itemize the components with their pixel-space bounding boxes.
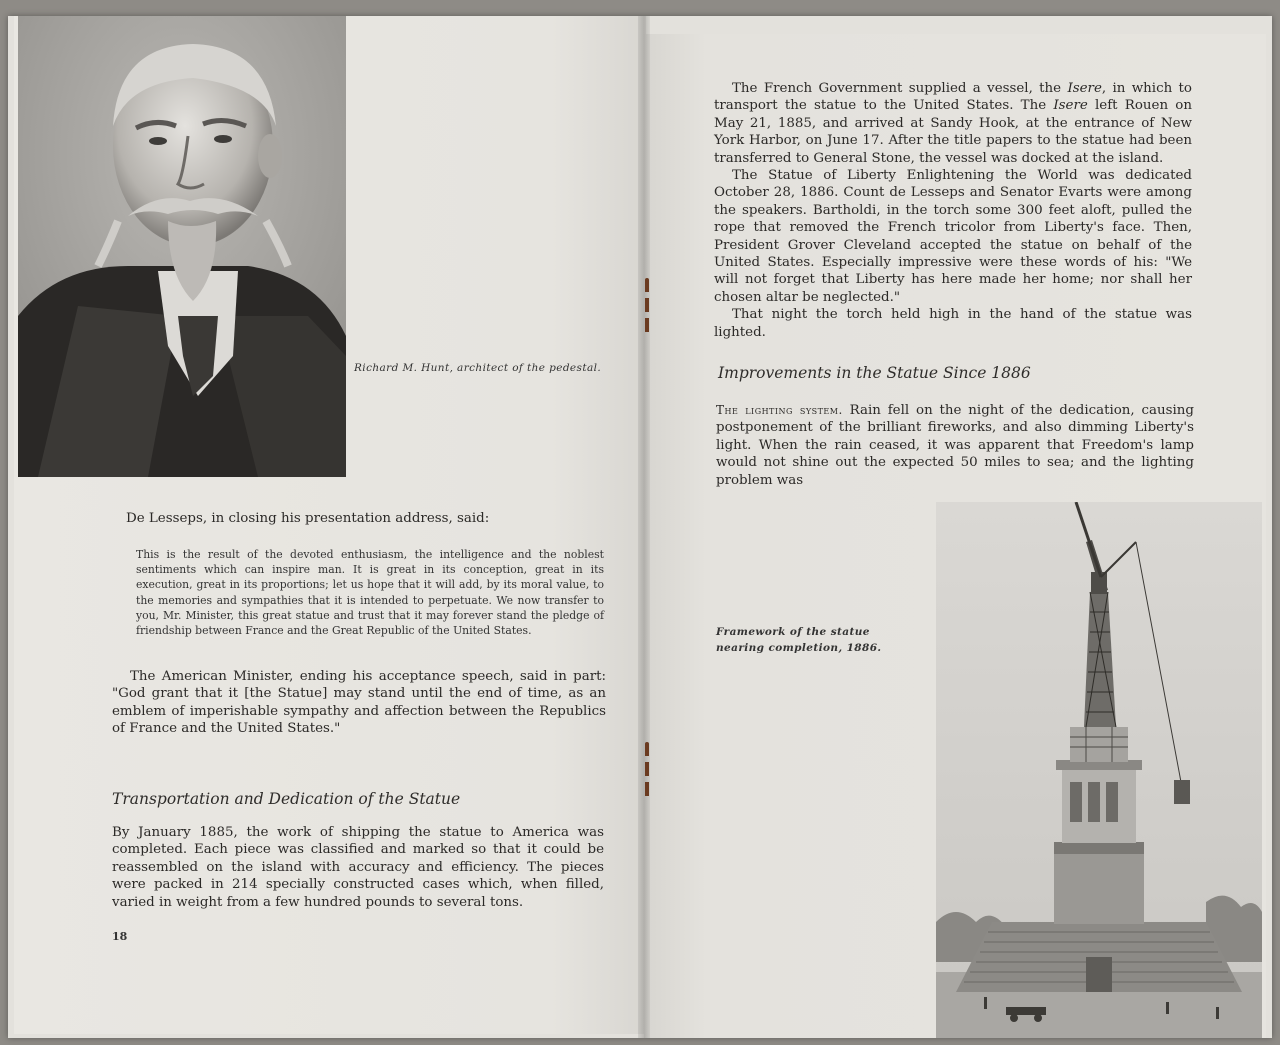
lighting-paragraph: [716, 402, 1194, 489]
lighting-body: Rain fell on the night of the dedication, causing postponement of the brilliant fireworks, and also dimming Liberty's light. When the rain ceased, it was apparent that Freedom's lamp would not shine out the expected 50 miles to sea; and the lighting problem was: [716, 403, 1194, 488]
minister-text: The American Minister, ending his acceptance speech, said in part: "God grant that it [the Statue] may stand until the end of time, as an emblem of imperishable sympathy and affection between the Republics of France and the United States.": [112, 669, 606, 737]
intro-text: De Lesseps, in closing his presentation address, said:: [126, 511, 490, 526]
transportation-text: By January 1885, the work of shipping the statue to America was completed. Each piece was classified and marked so that it could be reassembled on the island with accuracy and efficiency. The pieces were packed in 214 specially constructed cases which, when filled, varied in weight from a few hundred pounds to several tons.: [112, 825, 604, 910]
open-booklet: [8, 16, 1272, 1038]
shipping-text-c: left Rouen on May 21, 1885, and arrived at Sandy Hook, at the entrance of New York Harbor, on June 17. After the title papers to the statue had been transferred to General Stone, the vessel was docked at the island.: [714, 98, 1192, 166]
shipping-text: [714, 80, 1192, 167]
book-gutter: [638, 16, 650, 1038]
page-number: 18: [112, 930, 128, 943]
intro-line: [126, 510, 606, 527]
ship-name-repeat: Isere: [1053, 98, 1088, 114]
staple-top: [645, 278, 649, 338]
shipping-paragraph: [714, 80, 1192, 341]
improvements-heading: Improvements in the Statue Since 1886: [718, 364, 1031, 382]
shipping-text-b: , in which to transport the statue to the United States. The: [714, 81, 1192, 114]
de-lesseps-quote: This is the result of the devoted enthusiasm, the intelligence and the noblest sentiments which can inspire man. It is great in its conception, great in its execution, great in its proportions; let us hope that it will add, by its moral value, to the memories and sympathies that it is intended to perpetuate. We now transfer to you, Mr. Minister, this great statue and trust that it may forever stand the pledge of friendship between France and the Great Republic of the United States.: [136, 548, 604, 638]
torch-lighted-text: That night the torch held high in the hand of the statue was lighted.: [714, 307, 1192, 340]
left-page: [14, 16, 646, 1034]
framework-photo-caption: Framework of the statue nearing completion, 1886.: [716, 626, 882, 654]
dedication-text: The Statue of Liberty Enlightening the World was dedicated October 28, 1886. Count de Lesseps and Senator Evarts were among the speakers. Bartholdi, in the torch some 300 feet aloft, pulled the rope that removed the French tricolor from Liberty's face. Then, President Grover Cleveland accepted the statue on behalf of the United States. Especially impressive were these words of his: "We will not forget that Liberty has here made her home; nor shall her chosen altar be neglected.": [714, 168, 1192, 305]
transportation-paragraph: [112, 824, 604, 911]
lighting-text: [716, 402, 1194, 489]
hunt-portrait-photo: [18, 16, 346, 477]
ship-name: Isere: [1067, 81, 1102, 96]
hunt-photo-caption: Richard M. Hunt, architect of the pedestal.: [354, 362, 602, 374]
transportation-heading: Transportation and Dedication of the Statue: [112, 790, 461, 808]
lighting-label: The lighting system.: [716, 403, 843, 417]
staple-bottom: [645, 742, 649, 802]
minister-paragraph: [112, 668, 606, 738]
statue-framework-photo: [936, 502, 1262, 1038]
right-page: [644, 34, 1266, 1038]
shipping-text-a: The French Government supplied a vessel, the: [732, 81, 1068, 96]
